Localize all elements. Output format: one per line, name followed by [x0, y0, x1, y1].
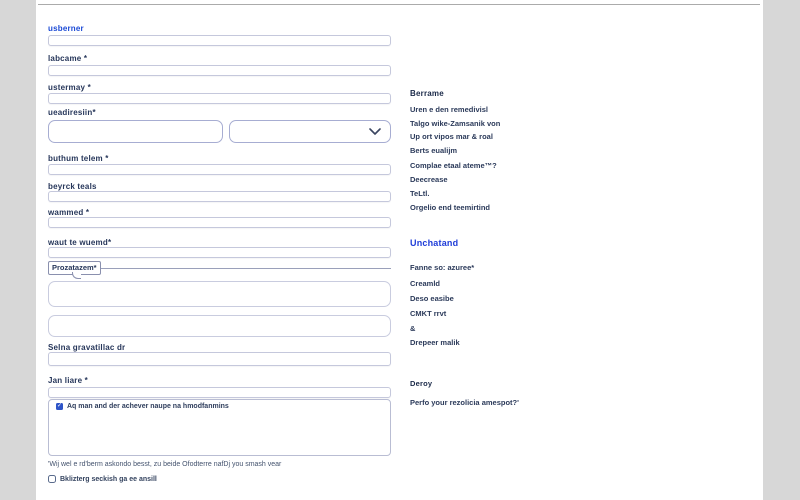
name-input[interactable]: [48, 387, 391, 398]
sidebar-link[interactable]: Fanne so: azuree*: [410, 263, 475, 272]
sidebar-link[interactable]: Complae etaal ateme™?: [410, 161, 497, 170]
sidebar-section2-title: Unchatand: [410, 238, 459, 248]
field-label-lastname: labcame *: [48, 54, 88, 63]
sidebar-link[interactable]: Orgelio end teemirtind: [410, 203, 491, 212]
agreement-row[interactable]: [56, 403, 229, 410]
sidebar-question-link[interactable]: Perfo your rezolicia amespot?': [410, 398, 519, 407]
chevron-down-icon: [369, 128, 381, 135]
checkbox-unchecked-icon[interactable]: [48, 475, 56, 483]
gravatar-input[interactable]: [48, 352, 391, 366]
sidebar-link[interactable]: Uren e den remedivisl: [410, 105, 488, 114]
username-input[interactable]: [48, 35, 391, 46]
field-label-comment: wammed *: [48, 208, 90, 217]
subscribe-row[interactable]: [48, 475, 157, 483]
fieldset-legend: Prozatazem*: [48, 261, 101, 275]
field-label-search-tools: beyrck teals: [48, 182, 97, 191]
comment-input[interactable]: [48, 217, 391, 228]
field-label-name: Jan liare *: [48, 376, 89, 385]
subscribe-label: Bklizterg seckish ga ee ansill: [60, 475, 157, 483]
region-select[interactable]: [229, 120, 391, 143]
extra-box[interactable]: [48, 315, 391, 337]
field-label-displayname: ustermay *: [48, 83, 91, 92]
sidebar-link[interactable]: Deecrease: [410, 175, 448, 184]
search-tools-input[interactable]: [48, 191, 391, 202]
sidebar-section1-title: Berrame: [410, 89, 444, 98]
field-label-gravatar: Selna gravatillac dr: [48, 343, 126, 352]
agreement-label: Aq man and der achever naupe na hmodfanmins: [67, 403, 229, 410]
sidebar-link[interactable]: Talgo wike-Zamsanik von: [410, 119, 501, 128]
field-label-address: ueadiresiin*: [48, 108, 96, 117]
checkbox-checked-icon[interactable]: ✓: [56, 403, 63, 409]
top-divider: [38, 4, 760, 5]
sidebar-link[interactable]: Berts eualijm: [410, 146, 458, 155]
phone-input[interactable]: [48, 164, 391, 175]
sidebar-section3-title: Deroy: [410, 379, 433, 388]
sidebar-link[interactable]: TeLtl.: [410, 189, 430, 198]
lastname-input[interactable]: [48, 65, 391, 76]
footnote-text: 'Wij wel e rd'berm askondo besst, zu beide Ofodterre nafDj you smash vear: [48, 461, 282, 468]
sidebar-link[interactable]: Drepeer malik: [410, 338, 460, 347]
field-label-username: usberner: [48, 24, 84, 33]
address-input[interactable]: [48, 120, 223, 143]
sidebar-link[interactable]: CMKT rrvt: [410, 309, 447, 318]
sidebar-link[interactable]: Up ort vipos mar & roal: [410, 132, 493, 141]
sidebar-link[interactable]: Creamld: [410, 279, 441, 288]
field-label-phone: buthum telem *: [48, 154, 109, 163]
displayname-input[interactable]: [48, 93, 391, 104]
sidebar-link[interactable]: Deso easibe: [410, 294, 454, 303]
sidebar-link[interactable]: &: [410, 324, 416, 333]
wanted-input[interactable]: [48, 247, 391, 258]
presentation-box[interactable]: [48, 281, 391, 307]
field-label-wanted: waut te wuemd*: [48, 238, 112, 247]
